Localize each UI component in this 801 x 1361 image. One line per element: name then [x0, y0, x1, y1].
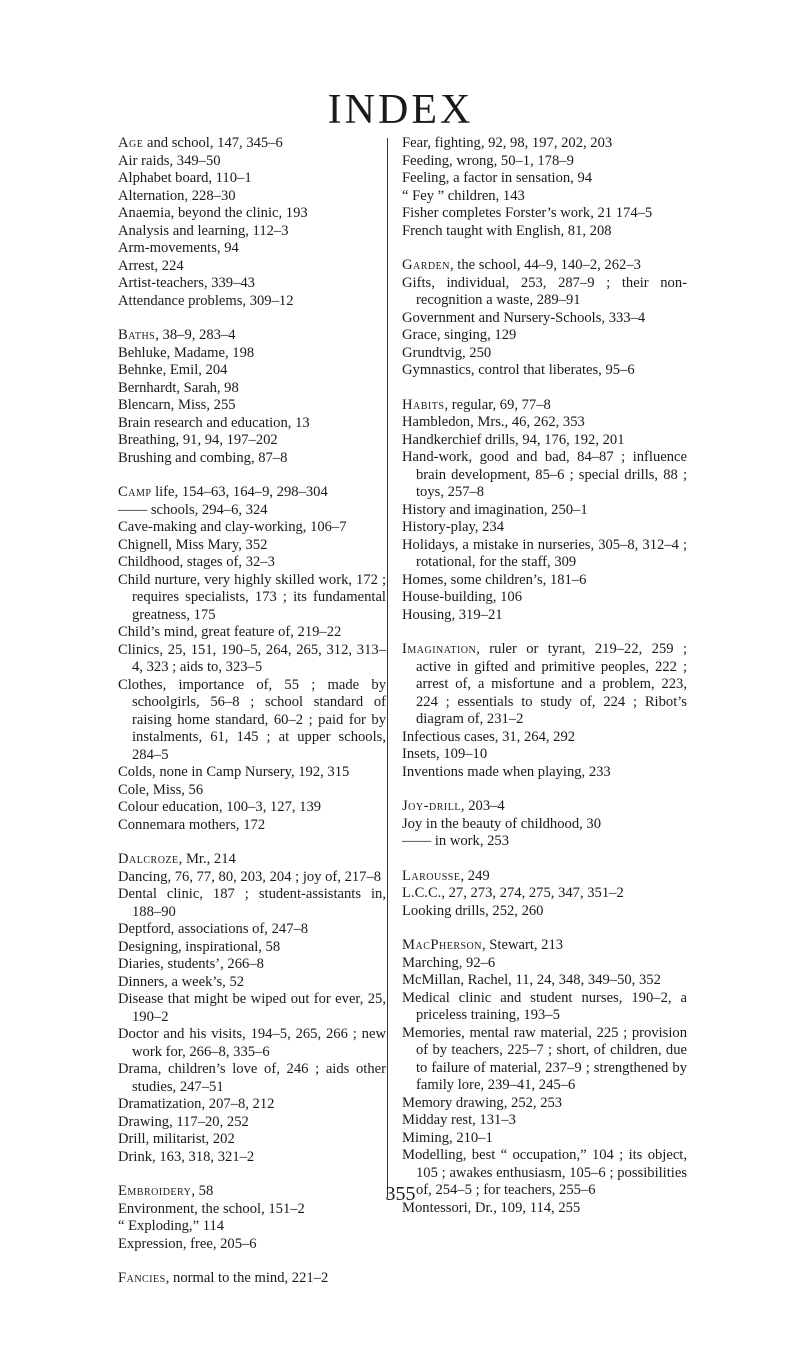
index-entry-text: Gymnastics, control that liberates, 95–6	[402, 362, 635, 378]
index-entry	[118, 956, 386, 974]
index-entry-text: Bernhardt, Sarah, 98	[118, 379, 239, 396]
index-entry	[118, 1149, 386, 1167]
index-entry-text: Anaemia, beyond the clinic, 193	[118, 205, 308, 221]
index-entry	[118, 886, 386, 921]
index-entry	[118, 397, 386, 415]
index-entry-text: Dancing, 76, 77, 80, 203, 204 ; joy of, 217–8	[118, 868, 382, 885]
index-entry-text: Chignell, Miss Mary, 352	[118, 536, 268, 553]
index-entry	[118, 799, 386, 817]
index-entry	[118, 921, 386, 939]
index-entry	[402, 746, 687, 764]
index-entry-text: , 38–9, 283–4	[155, 327, 236, 343]
index-letter-head: Imagination	[402, 641, 477, 657]
index-entry	[118, 869, 386, 887]
index-entry-text: Breathing, 91, 94, 197–202	[118, 432, 278, 448]
index-entry	[402, 188, 687, 206]
index-letter-head: Dalcroze	[118, 851, 179, 867]
index-entry	[118, 851, 386, 869]
index-entry	[118, 380, 386, 398]
index-letter-head: Baths	[118, 327, 156, 343]
index-entry-text: Joy in the beauty of childhood, 30	[402, 815, 602, 832]
index-entry-text: life, 154–63, 164–9, 298–304	[151, 484, 328, 500]
index-entry-text: Arm-movements, 94	[118, 240, 239, 256]
index-entry	[118, 974, 386, 992]
index-entry-text: Memory drawing, 252, 253	[402, 1094, 563, 1111]
index-entry-text: Alphabet board, 110–1	[118, 170, 252, 186]
index-entry-text: and school, 147, 345–6	[143, 135, 283, 151]
index-entry-text: Arrest, 224	[118, 257, 184, 274]
index-entry-text: Childhood, stages of, 32–3	[118, 554, 275, 570]
index-entry	[402, 868, 687, 886]
index-entry-text: , the school, 44–9, 140–2, 262–3	[449, 257, 641, 273]
index-entry	[118, 188, 386, 206]
index-entry-text: Handkerchief drills, 94, 176, 192, 201	[402, 431, 625, 448]
index-entry	[402, 607, 687, 625]
index-letter-head: Joy-drill	[402, 798, 461, 814]
index-entry	[118, 519, 386, 537]
index-entry	[402, 449, 687, 502]
index-entry-text: Memories, mental raw material, 225 ; provision of by teachers, 225–7 ; short, of children, due to failure of material, 237–9 ; strengthened by family lore, 239–41, 245–6	[402, 1024, 687, 1093]
index-entry	[402, 955, 687, 973]
index-entry	[118, 502, 386, 520]
index-entry	[118, 135, 386, 153]
index-entry	[402, 589, 687, 607]
index-entry-text: Marching, 92–6	[402, 954, 496, 971]
index-entry	[402, 345, 687, 363]
index-entry-text: Gifts, individual, 253, 287–9 ; their non-recognition a waste, 289–91	[402, 274, 687, 308]
index-entry	[402, 798, 687, 816]
index-entry	[118, 258, 386, 276]
index-entry-text: Clinics, 25, 151, 190–5, 264, 265, 312, 313–4, 323 ; aids to, 323–5	[118, 641, 386, 675]
index-entry-text: Disease that might be wiped out for ever, 25, 190–2	[118, 991, 386, 1025]
index-entry-text: Feeling, a factor in sensation, 94	[402, 170, 593, 186]
index-entry-text: —— schools, 294–6, 324	[118, 501, 268, 518]
index-entry	[118, 240, 386, 258]
index-entry	[118, 170, 386, 188]
index-entry-text: Deptford, associations of, 247–8	[118, 921, 309, 937]
index-entry-text: , 58	[191, 1183, 214, 1199]
index-letter-head: Habits	[402, 396, 445, 413]
index-entry	[402, 729, 687, 747]
index-entry-text: Hand-work, good and bad, 84–87 ; influence brain development, 85–6 ; special drills, 88 ; toys, 257–8	[402, 449, 687, 500]
index-entry-text: Drawing, 117–20, 252	[118, 1113, 249, 1130]
index-entry-text: Behnke, Emil, 204	[118, 362, 228, 378]
index-entry	[118, 293, 386, 311]
index-entry-text: Doctor and his visits, 194–5, 265, 266 ; new work for, 266–8, 335–6	[118, 1026, 386, 1060]
index-entry-text: Government and Nursery-Schools, 333–4	[402, 309, 646, 326]
index-entry-text: Designing, inspirational, 58	[118, 938, 281, 955]
index-entry	[118, 1218, 386, 1236]
index-entry	[402, 310, 687, 328]
index-entry-text: Air raids, 349–50	[118, 152, 221, 169]
index-entry	[118, 991, 386, 1026]
index-entry	[402, 1025, 687, 1095]
index-letter-head: Embroidery	[118, 1183, 192, 1199]
index-entry-text: McMillan, Rachel, 11, 24, 348, 349–50, 352	[402, 972, 661, 988]
index-entry	[118, 537, 386, 555]
index-entry-text: Behluke, Madame, 198	[118, 344, 255, 361]
index-entry-text: Fisher completes Forster’s work, 21 174–5	[402, 205, 653, 221]
index-entry	[118, 275, 386, 293]
index-entry	[402, 170, 687, 188]
index-entry	[118, 1096, 386, 1114]
index-entry-text: , Stewart, 213	[482, 937, 564, 953]
index-entry	[402, 972, 687, 990]
index-entry-text: Dental clinic, 187 ; student-assistants in, 188–90	[118, 886, 386, 920]
index-entry	[402, 414, 687, 432]
index-entry-text: Infectious cases, 31, 264, 292	[402, 728, 576, 745]
index-entry	[402, 885, 687, 903]
index-letter-head: Garden	[402, 257, 450, 273]
index-entry	[118, 1131, 386, 1149]
index-entry-text: , 249	[460, 867, 490, 884]
index-entry	[402, 519, 687, 537]
index-letter-head: Age	[118, 135, 144, 151]
index-entry-text: , Mr., 214	[178, 851, 236, 867]
index-entry-text: Modelling, best “ occupation,” 104 ; its object, 105 ; awakes enthusiasm, 105–6 ; possibilities of, 254–5 ; for teachers, 255–6	[402, 1147, 687, 1198]
index-entry	[118, 415, 386, 433]
index-letter-head: MacPherson	[402, 937, 482, 953]
index-entry	[118, 939, 386, 957]
index-entry	[402, 502, 687, 520]
index-entry-text: Holidays, a mistake in nurseries, 305–8, 312–4 ; rotational, for the staff, 309	[402, 536, 687, 570]
index-entry-text: Child’s mind, great feature of, 219–22	[118, 624, 342, 640]
index-entry-text: Alternation, 228–30	[118, 187, 236, 204]
index-entry-text: Brushing and combing, 87–8	[118, 449, 288, 466]
index-entry	[402, 833, 687, 851]
index-entry-text: , ruler or tyrant, 219–22, 259 ; active in gifted and primitive peoples, 222 ; arrest of, a misfortune and a problem, 223, 224 ; essentials to study of, 224 ; Ribot’s diagram of, 231–2	[416, 641, 687, 727]
index-entry-text: Grundtvig, 250	[402, 344, 492, 361]
index-entry-text: French taught with English, 81, 208	[402, 222, 612, 239]
index-entry	[118, 677, 386, 765]
index-entry	[402, 641, 687, 729]
index-entry	[118, 1236, 386, 1254]
index-entry-text: History and imagination, 250–1	[402, 501, 588, 518]
index-entry	[402, 257, 687, 275]
index-entry-text: Drill, militarist, 202	[118, 1131, 235, 1147]
index-entry-text: Brain research and education, 13	[118, 414, 310, 431]
index-entry	[402, 1112, 687, 1130]
index-entry	[118, 554, 386, 572]
page-heading: INDEX	[327, 87, 474, 133]
index-entry	[118, 782, 386, 800]
index-entry-text: Blencarn, Miss, 255	[118, 397, 236, 413]
index-entry	[118, 327, 386, 345]
index-entry-text: Analysis and learning, 112–3	[118, 222, 289, 239]
index-entry	[118, 450, 386, 468]
index-entry	[118, 362, 386, 380]
index-entry	[402, 362, 687, 380]
index-entry	[402, 903, 687, 921]
index-entry	[402, 153, 687, 171]
index-entry	[118, 484, 386, 502]
index-entry	[118, 432, 386, 450]
index-entry	[402, 205, 687, 223]
index-column-right	[402, 135, 687, 1217]
index-entry	[402, 990, 687, 1025]
index-entry-text: Homes, some children’s, 181–6	[402, 571, 587, 588]
index-entry	[402, 937, 687, 955]
index-entry-text: Clothes, importance of, 55 ; made by schoolgirls, 56–8 ; school standard of raising home standard, 60–2 ; paid for by instalments, 61, 145 ; at upper schools, 284–5	[118, 676, 386, 763]
index-entry-text: Looking drills, 252, 260	[402, 902, 544, 919]
index-entry	[402, 327, 687, 345]
index-letter-head: Fancies	[118, 1270, 166, 1286]
index-entry	[402, 135, 687, 153]
index-entry-text: Midday rest, 131–3	[402, 1112, 516, 1128]
index-entry	[118, 817, 386, 835]
index-entry	[402, 223, 687, 241]
index-entry-text: House-building, 106	[402, 589, 522, 605]
column-divider	[387, 138, 388, 1198]
index-entry-text: “ Fey ” children, 143	[402, 187, 525, 204]
index-entry	[402, 1130, 687, 1148]
index-entry	[402, 816, 687, 834]
index-entry-text: , regular, 69, 77–8	[444, 396, 551, 413]
index-entry-text: Colds, none in Camp Nursery, 192, 315	[118, 764, 350, 780]
index-entry	[118, 1061, 386, 1096]
index-entry-text: Housing, 319–21	[402, 606, 503, 623]
index-entry	[402, 764, 687, 782]
index-entry	[118, 624, 386, 642]
index-entry	[402, 275, 687, 310]
index-entry-text: Montessori, Dr., 109, 114, 255	[402, 1199, 581, 1216]
index-entry	[118, 153, 386, 171]
index-entry	[118, 205, 386, 223]
index-entry-text: Fear, fighting, 92, 98, 197, 202, 203	[402, 135, 613, 151]
index-entry-text: Colour education, 100–3, 127, 139	[118, 799, 322, 815]
index-entry	[402, 397, 687, 415]
index-entry-text: History-play, 234	[402, 519, 505, 535]
index-entry-text: Miming, 210–1	[402, 1129, 493, 1146]
index-entry	[118, 345, 386, 363]
index-entry-text: , 203–4	[460, 798, 505, 814]
index-entry	[118, 1114, 386, 1132]
index-entry-text: Cole, Miss, 56	[118, 781, 204, 798]
index-entry	[118, 1026, 386, 1061]
index-entry	[118, 572, 386, 625]
index-entry	[402, 432, 687, 450]
index-entry-text: Drama, children’s love of, 246 ; aids other studies, 247–51	[118, 1061, 386, 1095]
index-entry-text: Insets, 109–10	[402, 746, 488, 762]
index-column-left	[118, 135, 386, 1288]
index-entry-text: Child nurture, very highly skilled work, 172 ; requires specialists, 173 ; its fundamental greatness, 175	[118, 571, 386, 623]
index-entry-text: Drink, 163, 318, 321–2	[118, 1148, 255, 1165]
index-entry-text: , normal to the mind, 221–2	[165, 1270, 329, 1286]
index-entry	[402, 537, 687, 572]
index-entry-text: Artist-teachers, 339–43	[118, 275, 255, 291]
index-entry-text: Diaries, students’, 266–8	[118, 956, 264, 972]
index-entry-text: Connemara mothers, 172	[118, 816, 266, 833]
index-entry-text: Feeding, wrong, 50–1, 178–9	[402, 152, 574, 169]
index-letter-head: Larousse	[402, 867, 461, 884]
index-entry	[118, 764, 386, 782]
index-entry-text: L.C.C., 27, 273, 274, 275, 347, 351–2	[402, 885, 624, 901]
index-entry-text: Expression, free, 205–6	[118, 1235, 257, 1252]
index-entry-text: —— in work, 253	[402, 833, 510, 849]
index-entry-text: Environment, the school, 151–2	[118, 1200, 305, 1217]
index-entry-text: Attendance problems, 309–12	[118, 292, 294, 309]
index-entry	[118, 642, 386, 677]
index-entry	[402, 1095, 687, 1113]
index-entry	[118, 1270, 386, 1288]
index-letter-head: Camp	[118, 484, 152, 500]
index-entry-text: Inventions made when playing, 233	[402, 763, 611, 780]
index-entry-text: “ Exploding,” 114	[118, 1218, 225, 1234]
index-entry-text: Medical clinic and student nurses, 190–2, a priceless training, 193–5	[402, 989, 687, 1023]
index-entry-text: Dinners, a week’s, 52	[118, 973, 245, 990]
index-entry	[402, 572, 687, 590]
index-entry-text: Dramatization, 207–8, 212	[118, 1096, 275, 1112]
page-number: 355	[385, 1183, 416, 1205]
index-entry	[118, 223, 386, 241]
index-entry-text: Hambledon, Mrs., 46, 262, 353	[402, 414, 585, 430]
index-entry-text: Cave-making and clay-working, 106–7	[118, 519, 347, 535]
index-entry-text: Grace, singing, 129	[402, 327, 517, 343]
